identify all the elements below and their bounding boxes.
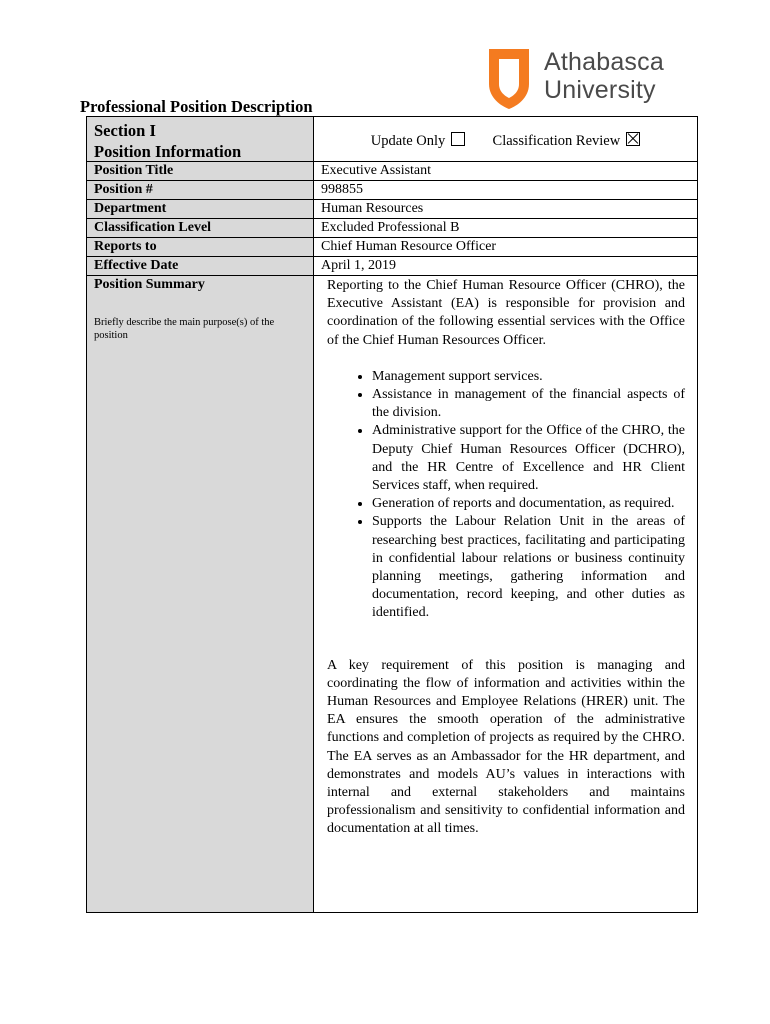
- position-number-value[interactable]: 998855: [321, 182, 363, 197]
- review-type-cell: [314, 117, 698, 162]
- field-row-reports-to: [87, 238, 698, 257]
- effective-date-value[interactable]: April 1, 2019: [321, 258, 397, 273]
- section-number: Section I: [94, 121, 156, 140]
- department-label: Department: [94, 201, 167, 216]
- update-only-checkbox[interactable]: [451, 132, 465, 146]
- classification-review-label: Classification Review: [492, 133, 621, 149]
- summary-bullet-list: [327, 368, 685, 623]
- update-only-label: Update Only: [370, 133, 446, 149]
- position-summary-label: Position Summary: [94, 277, 205, 292]
- reports-to-label: Reports to: [94, 239, 157, 254]
- department-value[interactable]: Human Resources: [321, 201, 424, 216]
- field-row-position-summary: [87, 276, 698, 913]
- section-header: [87, 117, 314, 162]
- logo-name-line2: University: [544, 76, 656, 104]
- logo-wordmark: [544, 48, 664, 104]
- position-summary-text[interactable]: [314, 276, 697, 912]
- athabasca-university-logo: [486, 46, 676, 112]
- classification-review-checkbox[interactable]: [626, 132, 640, 146]
- position-form: [86, 116, 698, 913]
- list-item: • Assistance in management of the financial aspects of the division.: [372, 386, 685, 422]
- summary-intro: Reporting to the Chief Human Resource Officer (CHRO), the Executive Assistant (EA) is responsible for provision and coordination of the following essential services with the Office of the Chief Human Resources Officer.: [327, 278, 685, 348]
- list-item: • Management support services.: [372, 368, 685, 386]
- field-row-classification-level: [87, 219, 698, 238]
- shield-icon: [486, 46, 532, 112]
- document-title: Professional Position Description: [80, 97, 313, 116]
- list-item: • Administrative support for the Office of the CHRO, the Deputy Chief Human Resources Officer (DCHRO), and the HR Centre of Excellence and HR Client Services staff, when required.: [372, 422, 685, 495]
- classification-level-value[interactable]: Excluded Professional B: [321, 220, 460, 235]
- reports-to-value[interactable]: Chief Human Resource Officer: [321, 239, 497, 254]
- field-row-position-title: [87, 162, 698, 181]
- summary-closing: A key requirement of this position is managing and coordinating the flow of information and activities within the Human Resources and Employee Relations (HRER) unit. The EA ensures the smooth operation of the administrative functions and completion of projects as required by the CHRO. The EA serves as an Ambassador for the HR department, and demonstrates and models AU’s values in interactions with internal and external stakeholders and maintains professionalism and sensitivity to confidential information and documentation at all times.: [327, 657, 685, 837]
- field-row-department: [87, 200, 698, 219]
- field-row-position-number: [87, 181, 698, 200]
- field-row-effective-date: [87, 257, 698, 276]
- list-item: • Supports the Labour Relation Unit in the areas of researching best practices, facilitating and participating in confidential labour relations or business continuity planning meetings, gathering information and documentation, record keeping, and other duties as identified.: [372, 513, 685, 622]
- position-title-value[interactable]: Executive Assistant: [321, 163, 432, 178]
- section-title: Position Information: [94, 142, 242, 161]
- position-title-label: Position Title: [94, 163, 174, 178]
- classification-level-label: Classification Level: [94, 220, 212, 235]
- position-number-label: Position #: [94, 182, 153, 197]
- logo-name-line1: Athabasca: [544, 48, 664, 76]
- list-item: • Generation of reports and documentation, as required.: [372, 495, 685, 513]
- position-summary-hint: Briefly describe the main purpose(s) of the position: [94, 317, 275, 341]
- effective-date-label: Effective Date: [94, 258, 179, 273]
